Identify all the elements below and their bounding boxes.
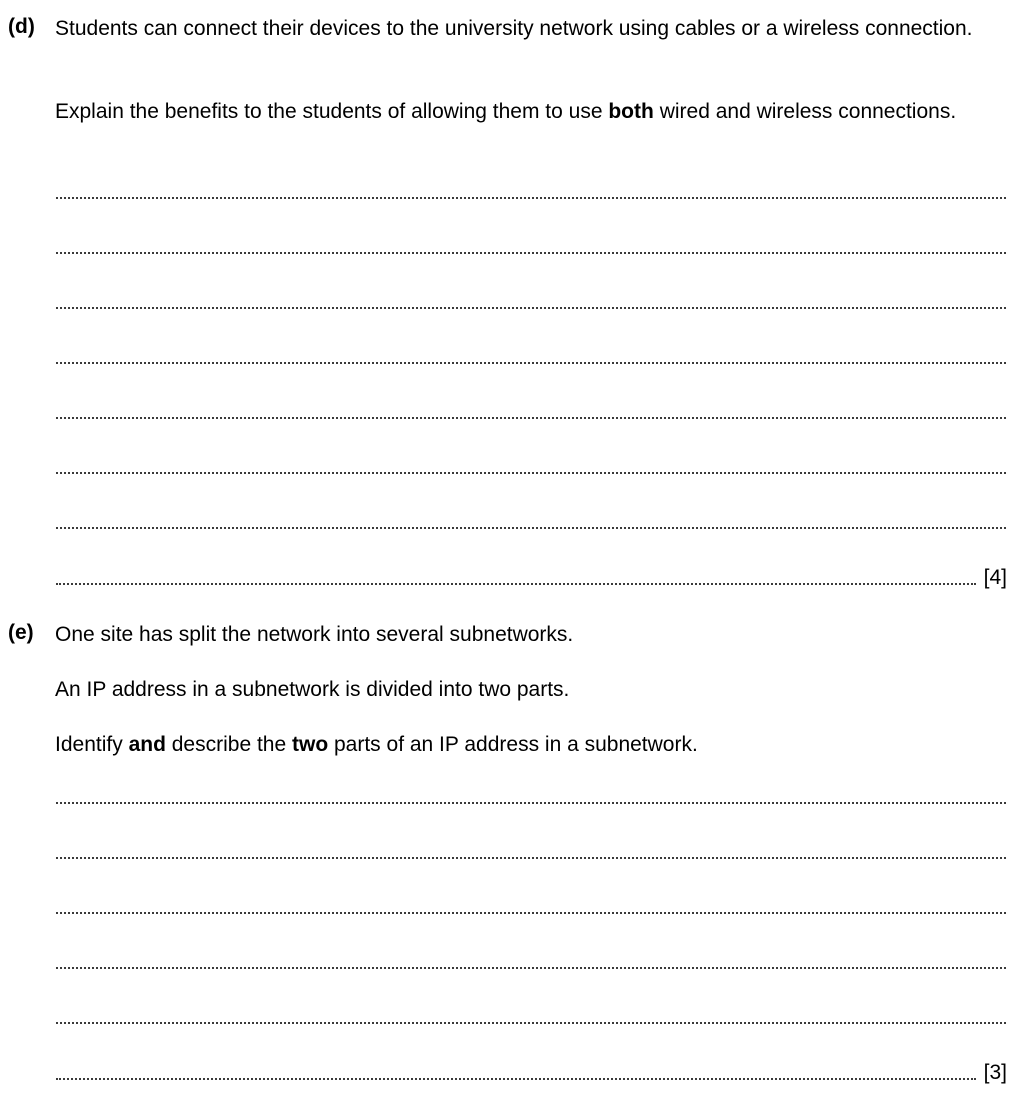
answer-line-e-2[interactable] (56, 857, 1006, 859)
answer-line-e-6[interactable] (56, 1078, 976, 1080)
instruction-e-t1: Identify (55, 733, 123, 756)
answer-line-d-8[interactable] (56, 583, 976, 585)
answer-line-e-3[interactable] (56, 912, 1006, 914)
answer-line-e-4[interactable] (56, 967, 1006, 969)
instruction-e-t3: parts of an IP address in a subnetwork. (334, 733, 698, 756)
question-e-stem-2: An IP address in a subnetwork is divided into two parts. (55, 678, 570, 701)
question-d-instruction (55, 98, 1007, 125)
marks-d: [4] (983, 566, 1007, 589)
instruction-text-post: wired and wireless connections. (659, 100, 957, 123)
question-label-e: (e) (8, 621, 34, 644)
answer-line-d-3[interactable] (56, 307, 1006, 309)
question-e-instruction (55, 731, 1007, 758)
answer-line-e-1[interactable] (56, 802, 1006, 804)
question-label-d: (d) (8, 15, 35, 38)
answer-line-d-4[interactable] (56, 362, 1006, 364)
answer-line-d-5[interactable] (56, 417, 1006, 419)
instruction-e-t2: describe the (171, 733, 287, 756)
instruction-text-pre: Explain the benefits to the students of allowing them to use (55, 100, 603, 123)
question-e-stem-1: One site has split the network into several subnetworks. (55, 623, 574, 646)
answer-line-d-6[interactable] (56, 472, 1006, 474)
answer-line-d-1[interactable] (56, 197, 1006, 199)
instruction-emphasis-two: two (292, 733, 329, 756)
instruction-emphasis-both: both (608, 100, 654, 123)
question-d-stem: Students can connect their devices to the university network using cables or a wireless connection. (55, 17, 973, 40)
answer-line-d-7[interactable] (56, 527, 1006, 529)
answer-line-d-2[interactable] (56, 252, 1006, 254)
marks-e: [3] (983, 1061, 1007, 1084)
instruction-emphasis-and: and (128, 733, 166, 756)
answer-line-e-5[interactable] (56, 1022, 1006, 1024)
